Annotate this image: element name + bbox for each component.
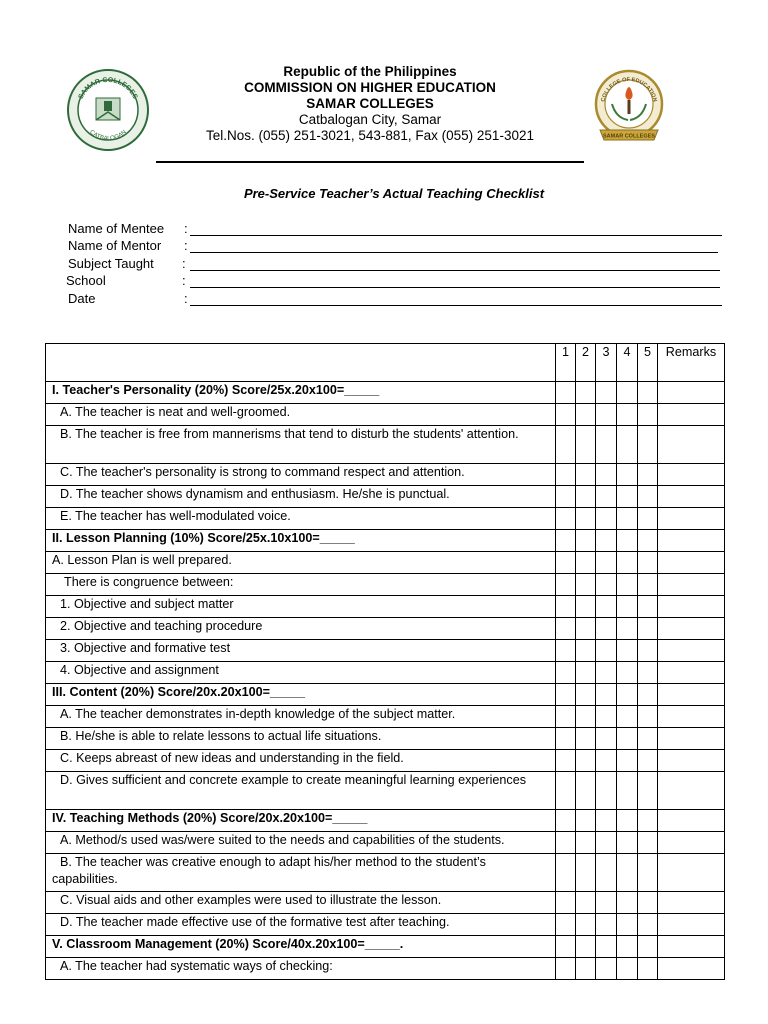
rating-cell[interactable]	[596, 854, 617, 892]
section-row	[46, 684, 725, 706]
remarks-cell[interactable]	[658, 426, 725, 464]
table-row	[46, 958, 725, 980]
rating-cell[interactable]	[596, 958, 617, 980]
rating-cell[interactable]	[556, 508, 576, 530]
table-row	[46, 772, 725, 810]
rating-cell[interactable]	[638, 574, 658, 596]
fill-line[interactable]	[190, 270, 720, 271]
criterion-text: A. The teacher is neat and well-groomed.	[46, 404, 556, 426]
table-row	[46, 464, 725, 486]
rating-cell[interactable]	[556, 936, 576, 958]
rating-cell[interactable]	[596, 618, 617, 640]
table-header-row	[46, 344, 725, 382]
rating-cell[interactable]	[556, 486, 576, 508]
rating-cell[interactable]	[556, 662, 576, 684]
rating-cell[interactable]	[638, 486, 658, 508]
rating-cell[interactable]	[617, 464, 638, 486]
header-line-5: Tel.Nos. (055) 251-3021, 543-881, Fax (055) 251-3021	[206, 128, 534, 143]
field-subject-taught[interactable]	[66, 256, 726, 274]
rating-cell[interactable]	[638, 854, 658, 892]
rating-cell[interactable]	[617, 854, 638, 892]
rating-cell[interactable]	[596, 832, 617, 854]
rating-cell[interactable]	[576, 854, 596, 892]
rating-cell[interactable]	[638, 706, 658, 728]
rating-cell[interactable]	[638, 464, 658, 486]
rating-cell[interactable]	[596, 640, 617, 662]
criterion-text: A. Method/s used was/were suited to the needs and capabilities of the students.	[46, 832, 556, 854]
rating-cell[interactable]	[617, 892, 638, 914]
table-row	[46, 508, 725, 530]
header-divider	[156, 161, 584, 163]
rating-cell[interactable]	[576, 404, 596, 426]
section-row	[46, 936, 725, 958]
criterion-text: D. The teacher made effective use of the formative test after teaching.	[46, 914, 556, 936]
field-label: Name of Mentee	[68, 221, 165, 236]
remarks-cell[interactable]	[658, 832, 725, 854]
rating-cell[interactable]	[617, 728, 638, 750]
rating-cell[interactable]	[576, 936, 596, 958]
rating-cell[interactable]	[576, 382, 596, 404]
rating-cell[interactable]	[617, 404, 638, 426]
remarks-cell[interactable]	[658, 936, 725, 958]
table-row	[46, 662, 725, 684]
rating-cell[interactable]	[556, 426, 576, 464]
rating-cell[interactable]	[576, 426, 596, 464]
rating-cell[interactable]	[556, 728, 576, 750]
rating-cell[interactable]	[596, 426, 617, 464]
rating-cell[interactable]	[576, 728, 596, 750]
rating-cell[interactable]	[556, 684, 576, 706]
rating-cell[interactable]	[596, 772, 617, 810]
rating-cell[interactable]	[596, 464, 617, 486]
rating-cell[interactable]	[576, 486, 596, 508]
field-colon: :	[184, 291, 188, 306]
header-blank-cell	[46, 344, 556, 382]
rating-cell[interactable]	[556, 892, 576, 914]
remarks-cell[interactable]	[658, 854, 725, 892]
section-row	[46, 382, 725, 404]
rating-cell[interactable]	[596, 936, 617, 958]
rating-cell[interactable]	[596, 750, 617, 772]
criterion-text: There is congruence between:	[46, 574, 556, 596]
rating-cell[interactable]	[556, 552, 576, 574]
rating-cell[interactable]	[576, 772, 596, 810]
header-line-4: Catbalogan City, Samar	[298, 112, 442, 127]
fill-line[interactable]	[190, 252, 718, 253]
rating-cell[interactable]	[576, 958, 596, 980]
rating-header-3: 3	[596, 344, 617, 382]
field-school[interactable]	[66, 273, 726, 291]
rating-cell[interactable]	[638, 914, 658, 936]
rating-cell[interactable]	[617, 750, 638, 772]
rating-cell[interactable]	[576, 832, 596, 854]
letterhead	[150, 64, 590, 144]
rating-cell[interactable]	[617, 552, 638, 574]
rating-cell[interactable]	[576, 750, 596, 772]
rating-cell[interactable]	[596, 810, 617, 832]
remarks-header: Remarks	[658, 344, 725, 382]
rating-cell[interactable]	[576, 662, 596, 684]
table-row	[46, 832, 725, 854]
rating-cell[interactable]	[576, 508, 596, 530]
fill-line[interactable]	[190, 287, 720, 288]
table-row	[46, 596, 725, 618]
remarks-cell[interactable]	[658, 706, 725, 728]
remarks-cell[interactable]	[658, 596, 725, 618]
rating-cell[interactable]	[596, 914, 617, 936]
rating-cell[interactable]	[638, 530, 658, 552]
table-row	[46, 618, 725, 640]
table-row	[46, 892, 725, 914]
remarks-cell[interactable]	[658, 618, 725, 640]
rating-cell[interactable]	[638, 750, 658, 772]
rating-cell[interactable]	[638, 832, 658, 854]
checklist-table	[45, 343, 725, 980]
rating-cell[interactable]	[617, 618, 638, 640]
rating-cell[interactable]	[638, 728, 658, 750]
rating-cell[interactable]	[638, 892, 658, 914]
remarks-cell[interactable]	[658, 662, 725, 684]
rating-cell[interactable]	[556, 810, 576, 832]
criterion-text: 3. Objective and formative test	[46, 640, 556, 662]
rating-cell[interactable]	[556, 750, 576, 772]
rating-cell[interactable]	[617, 810, 638, 832]
section-row	[46, 530, 725, 552]
table-row	[46, 426, 725, 464]
rating-cell[interactable]	[576, 684, 596, 706]
rating-header-1: 1	[556, 344, 576, 382]
table-row	[46, 486, 725, 508]
rating-cell[interactable]	[556, 772, 576, 810]
rating-cell[interactable]	[576, 914, 596, 936]
section-row	[46, 810, 725, 832]
rating-cell[interactable]	[617, 574, 638, 596]
remarks-cell[interactable]	[658, 640, 725, 662]
rating-cell[interactable]	[596, 486, 617, 508]
rating-cell[interactable]	[596, 404, 617, 426]
remarks-cell[interactable]	[658, 486, 725, 508]
rating-cell[interactable]	[638, 426, 658, 464]
header-line-3: SAMAR COLLEGES	[306, 96, 434, 111]
rating-cell[interactable]	[576, 464, 596, 486]
rating-cell[interactable]	[617, 772, 638, 810]
rating-cell[interactable]	[596, 382, 617, 404]
rating-cell[interactable]	[596, 574, 617, 596]
criterion-text: 2. Objective and teaching procedure	[46, 618, 556, 640]
section-title: III. Content (20%) Score/20x.20x100=_____	[46, 684, 556, 706]
remarks-cell[interactable]	[658, 750, 725, 772]
table-row	[46, 574, 725, 596]
criterion-text: E. The teacher has well-modulated voice.	[46, 508, 556, 530]
remarks-cell[interactable]	[658, 530, 725, 552]
criterion-text: 1. Objective and subject matter	[46, 596, 556, 618]
field-colon: :	[182, 273, 186, 288]
rating-cell[interactable]	[638, 508, 658, 530]
table-row	[46, 706, 725, 728]
rating-cell[interactable]	[556, 596, 576, 618]
rating-cell[interactable]	[576, 810, 596, 832]
college-of-education-seal-logo	[590, 68, 668, 146]
criterion-text: A. The teacher had systematic ways of checking:	[46, 958, 556, 980]
remarks-cell[interactable]	[658, 914, 725, 936]
criterion-text: A. The teacher demonstrates in-depth knowledge of the subject matter.	[46, 706, 556, 728]
table-row	[46, 404, 725, 426]
rating-cell[interactable]	[617, 684, 638, 706]
remarks-cell[interactable]	[658, 728, 725, 750]
rating-cell[interactable]	[617, 426, 638, 464]
rating-cell[interactable]	[556, 958, 576, 980]
samar-colleges-seal-logo	[66, 68, 150, 152]
rating-cell[interactable]	[638, 596, 658, 618]
rating-cell[interactable]	[617, 958, 638, 980]
remarks-cell[interactable]	[658, 810, 725, 832]
criterion-text: C. Visual aids and other examples were used to illustrate the lesson.	[46, 892, 556, 914]
criterion-text: A. Lesson Plan is well prepared.	[46, 552, 556, 574]
remarks-cell[interactable]	[658, 574, 725, 596]
section-title: I. Teacher's Personality (20%) Score/25x.20x100=_____	[46, 382, 556, 404]
field-colon: :	[184, 221, 188, 236]
rating-cell[interactable]	[556, 530, 576, 552]
right-logo-text-bottom: SAMAR COLLEGES	[603, 133, 655, 140]
rating-cell[interactable]	[617, 508, 638, 530]
remarks-cell[interactable]	[658, 684, 725, 706]
rating-cell[interactable]	[617, 530, 638, 552]
table-row	[46, 750, 725, 772]
criterion-text: B. He/she is able to relate lessons to actual life situations.	[46, 728, 556, 750]
criterion-text: B. The teacher is free from mannerisms that tend to disturb the students' attention.	[46, 426, 556, 464]
field-label: Date	[68, 291, 96, 306]
header-line-2: COMMISSION ON HIGHER EDUCATION	[244, 80, 496, 95]
rating-cell[interactable]	[638, 382, 658, 404]
fill-line[interactable]	[190, 235, 722, 236]
field-date[interactable]	[66, 291, 726, 309]
table-row	[46, 640, 725, 662]
rating-cell[interactable]	[617, 832, 638, 854]
fill-line[interactable]	[190, 305, 722, 306]
rating-cell[interactable]	[638, 552, 658, 574]
rating-cell[interactable]	[576, 552, 596, 574]
left-logo-text-top: SAMAR COLLEGES	[77, 76, 139, 101]
rating-cell[interactable]	[576, 574, 596, 596]
rating-cell[interactable]	[617, 596, 638, 618]
rating-cell[interactable]	[556, 914, 576, 936]
section-title: V. Classroom Management (20%) Score/40x.20x100=_____.	[46, 936, 556, 958]
rating-cell[interactable]	[576, 530, 596, 552]
criterion-text: 4. Objective and assignment	[46, 662, 556, 684]
field-name-of-mentee[interactable]	[66, 221, 726, 239]
rating-cell[interactable]	[596, 508, 617, 530]
remarks-cell[interactable]	[658, 552, 725, 574]
rating-cell[interactable]	[617, 486, 638, 508]
field-label: Name of Mentor	[68, 238, 162, 253]
rating-cell[interactable]	[556, 618, 576, 640]
rating-cell[interactable]	[556, 574, 576, 596]
field-label: Subject Taught	[68, 256, 154, 271]
remarks-cell[interactable]	[658, 382, 725, 404]
rating-cell[interactable]	[556, 706, 576, 728]
remarks-cell[interactable]	[658, 464, 725, 486]
rating-cell[interactable]	[596, 684, 617, 706]
rating-cell[interactable]	[556, 464, 576, 486]
criterion-text: D. The teacher shows dynamism and enthusiasm. He/she is punctual.	[46, 486, 556, 508]
table-row	[46, 914, 725, 936]
rating-cell[interactable]	[576, 892, 596, 914]
rating-cell[interactable]	[638, 810, 658, 832]
rating-cell[interactable]	[576, 640, 596, 662]
rating-cell[interactable]	[638, 404, 658, 426]
field-name-of-mentor[interactable]	[66, 238, 726, 256]
rating-cell[interactable]	[638, 684, 658, 706]
rating-cell[interactable]	[596, 552, 617, 574]
rating-cell[interactable]	[576, 706, 596, 728]
field-colon: :	[182, 256, 186, 271]
rating-cell[interactable]	[638, 662, 658, 684]
rating-cell[interactable]	[576, 596, 596, 618]
rating-cell[interactable]	[617, 640, 638, 662]
header-line-1: Republic of the Philippines	[283, 64, 457, 79]
table-row	[46, 854, 725, 892]
criterion-text: D. Gives sufficient and concrete example to create meaningful learning experiences	[46, 772, 556, 810]
rating-cell[interactable]	[556, 854, 576, 892]
remarks-cell[interactable]	[658, 508, 725, 530]
rating-cell[interactable]	[638, 936, 658, 958]
rating-cell[interactable]	[617, 914, 638, 936]
table-row	[46, 728, 725, 750]
section-title: IV. Teaching Methods (20%) Score/20x.20x100=_____	[46, 810, 556, 832]
rating-header-5: 5	[638, 344, 658, 382]
remarks-cell[interactable]	[658, 958, 725, 980]
rating-cell[interactable]	[617, 706, 638, 728]
rating-cell[interactable]	[638, 640, 658, 662]
rating-cell[interactable]	[596, 596, 617, 618]
rating-cell[interactable]	[556, 404, 576, 426]
remarks-cell[interactable]	[658, 892, 725, 914]
rating-cell[interactable]	[556, 832, 576, 854]
rating-cell[interactable]	[556, 382, 576, 404]
rating-cell[interactable]	[617, 936, 638, 958]
rating-cell[interactable]	[638, 772, 658, 810]
field-label: School	[66, 273, 106, 288]
criterion-text: C. The teacher's personality is strong to command respect and attention.	[46, 464, 556, 486]
rating-cell[interactable]	[617, 662, 638, 684]
remarks-cell[interactable]	[658, 772, 725, 810]
field-colon: :	[184, 238, 188, 253]
document-title: Pre-Service Teacher’s Actual Teaching Checklist	[243, 186, 545, 201]
rating-cell[interactable]	[596, 530, 617, 552]
left-logo-text-bottom: CATBALOGAN	[88, 129, 128, 143]
remarks-cell[interactable]	[658, 404, 725, 426]
rating-cell[interactable]	[596, 662, 617, 684]
criterion-text: B. The teacher was creative enough to adapt his/her method to the student’s capabilities.	[46, 854, 556, 892]
rating-cell[interactable]	[638, 618, 658, 640]
rating-cell[interactable]	[576, 618, 596, 640]
rating-cell[interactable]	[596, 892, 617, 914]
rating-cell[interactable]	[596, 728, 617, 750]
rating-cell[interactable]	[617, 382, 638, 404]
rating-cell[interactable]	[556, 640, 576, 662]
right-logo-text-top: COLLEGE OF EDUCATION	[600, 76, 658, 103]
rating-cell[interactable]	[638, 958, 658, 980]
rating-header-2: 2	[576, 344, 596, 382]
rating-header-4: 4	[617, 344, 638, 382]
table-row	[46, 552, 725, 574]
section-title: II. Lesson Planning (10%) Score/25x.10x100=_____	[46, 530, 556, 552]
criterion-text: C. Keeps abreast of new ideas and understanding in the field.	[46, 750, 556, 772]
rating-cell[interactable]	[596, 706, 617, 728]
